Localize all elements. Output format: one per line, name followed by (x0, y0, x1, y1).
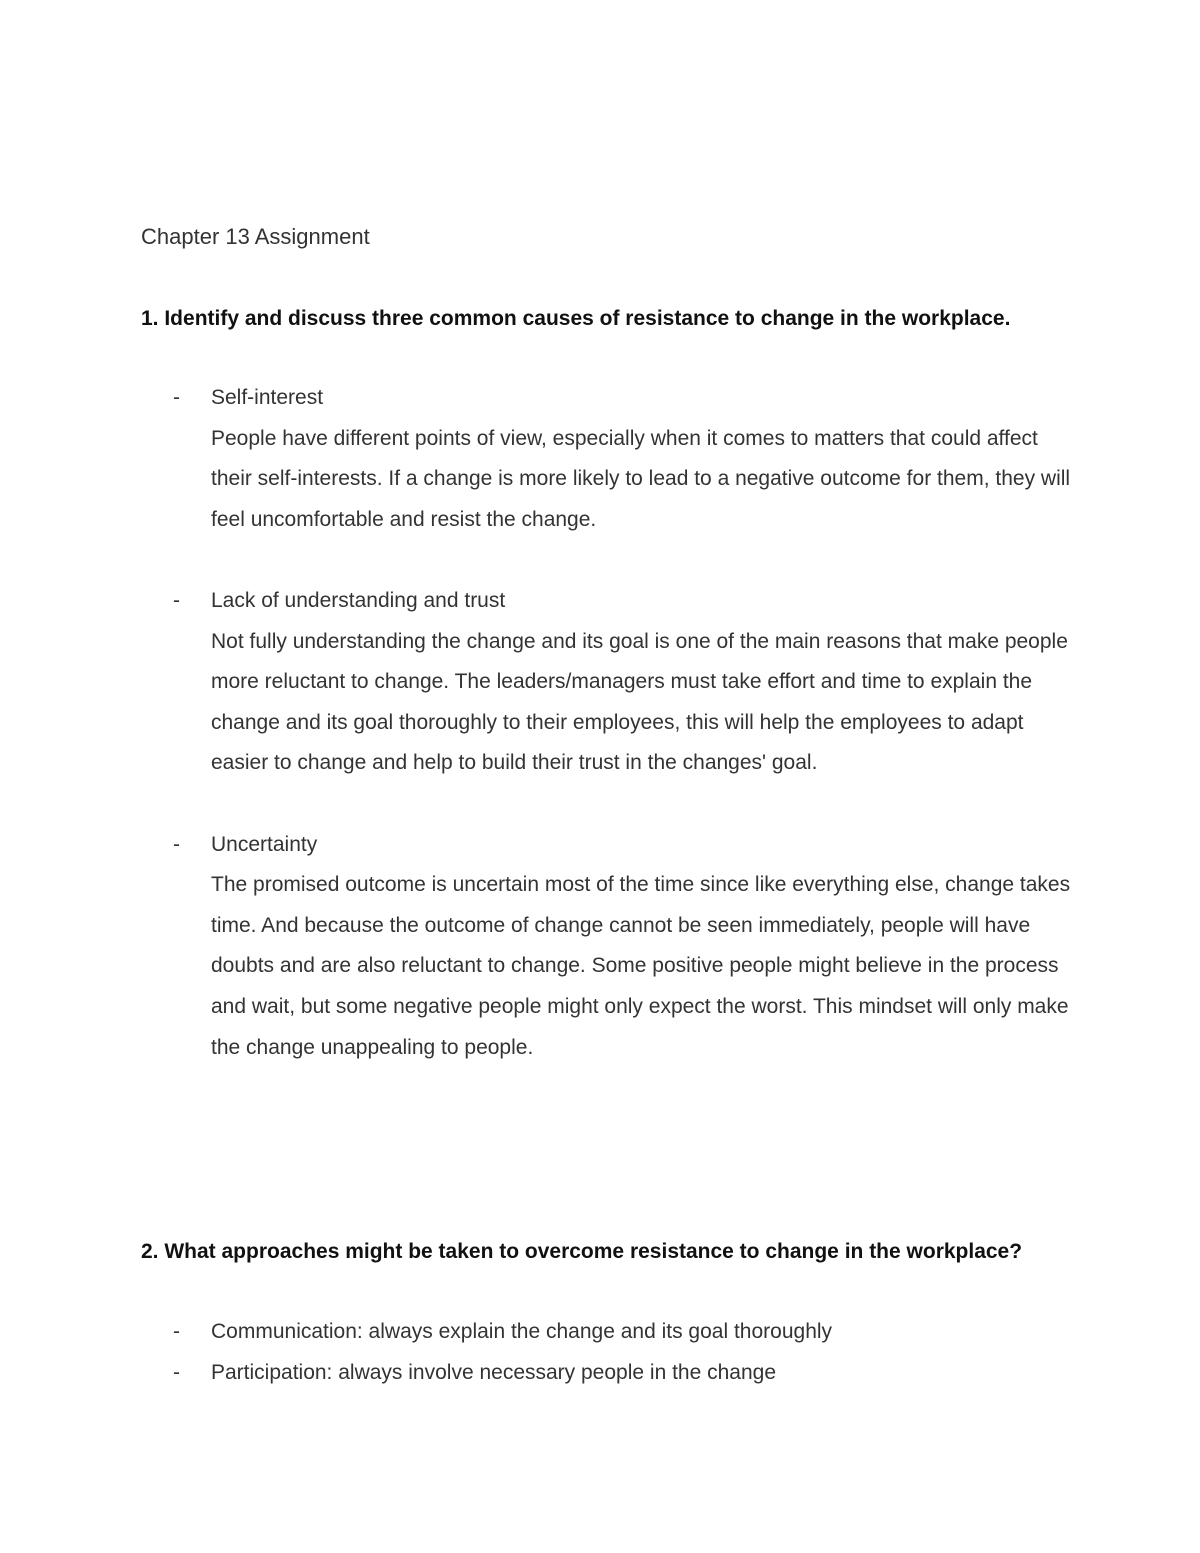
question-2-heading: 2. What approaches might be taken to overcome resistance to change in the workplace? (141, 1240, 1023, 1263)
bullet-dash: - (173, 1360, 180, 1384)
item-label: Lack of understanding and trust (211, 588, 506, 612)
item-label: Participation: always involve necessary people in the change (211, 1360, 777, 1384)
question-2-answer-list (141, 1312, 1071, 1393)
bullet-dash: - (173, 386, 180, 409)
item-text: Not fully understanding the change and its goal is one of the main reasons that make people more reluctant to change. The leaders/managers must take effort and time to explain the change and its goal thoroughly to their employees, this will help the employees to adapt easier to change and help to build their trust in the changes' goal. (211, 629, 1068, 775)
item-text: The promised outcome is uncertain most of the time since like everything else, change takes time. And because the outcome of change cannot be seen immediately, people will have doubts and are also reluctant to change. Some positive people might believe in the process and wait, but some negative people might only expect the worst. This mindset will only make the change unappealing to people. (211, 873, 1071, 1059)
item-label: Uncertainty (211, 832, 318, 856)
list-item (141, 581, 1071, 784)
item-label: Self-interest (211, 386, 324, 409)
question-1-answer-list (141, 378, 1071, 1068)
item-label: Communication: always explain the change and its goal thoroughly (211, 1320, 833, 1343)
document-title: Chapter 13 Assignment (141, 224, 370, 249)
list-item (141, 1312, 1071, 1353)
list-item (141, 1353, 1071, 1394)
item-text: People have different points of view, especially when it comes to matters that could affect their self-interests. If a change is more likely to lead to a negative outcome for them, they will feel uncomfortable and resist the change. (211, 426, 1071, 531)
list-item (141, 825, 1071, 1069)
bullet-dash: - (173, 1320, 180, 1343)
bullet-dash: - (173, 832, 180, 856)
question-1-heading: 1. Identify and discuss three common causes of resistance to change in the workplace. (141, 307, 1011, 330)
list-item (141, 378, 1071, 540)
bullet-dash: - (173, 588, 180, 612)
